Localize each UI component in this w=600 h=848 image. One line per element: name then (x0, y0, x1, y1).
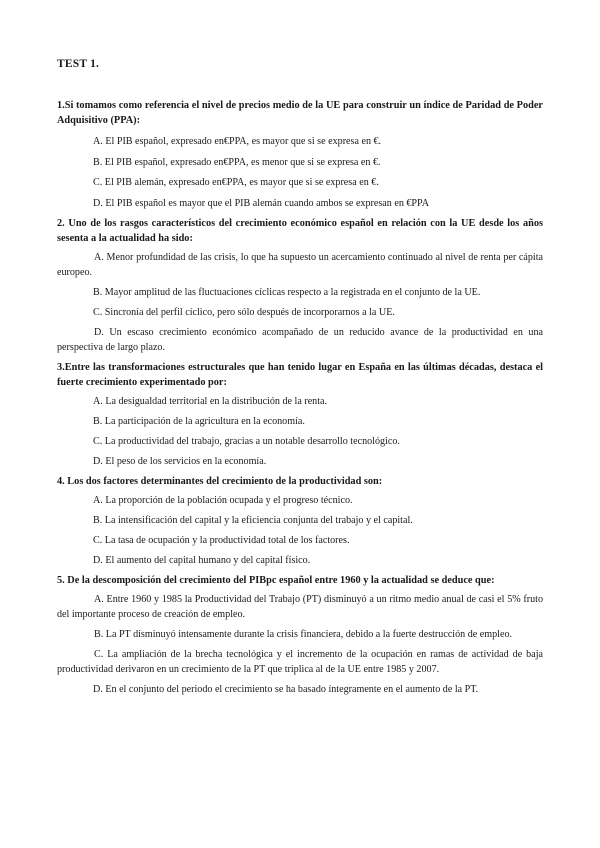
option-d: D. El peso de los servicios en la economía. (93, 456, 267, 467)
question-text: 3.Entre las transformaciones estructurales que han tenido lugar en España en las últimas décadas, destaca el fuerte crecimiento experimentado por: (57, 362, 543, 388)
option-c: C. Sincronía del perfil cíclico, pero sólo después de incorporarnos a la UE. (93, 307, 395, 318)
test-title: TEST 1. (57, 58, 100, 70)
option-b: B. Mayor amplitud de las fluctuaciones cíclicas respecto a la registrada en el conjunto de la UE. (93, 287, 481, 298)
option-c: C. El PIB alemán, expresado en€PPA, es mayor que si se expresa en €. (93, 177, 379, 188)
question-text: 1.Si tomamos como referencia el nivel de precios medio de la UE para construir un índice de Paridad de Poder Adquisitivo (PPA): (57, 100, 543, 126)
question-2 (57, 216, 543, 355)
question-3 (57, 360, 543, 469)
option-d: D. El PIB español es mayor que el PIB alemán cuando ambos se expresan en €PPA (93, 197, 430, 209)
option-d: D. En el conjunto del periodo el crecimiento se ha basado íntegramente en el aumento de la PT. (93, 684, 479, 695)
question-text: 4. Los dos factores determinantes del crecimiento de la productividad son: (57, 476, 383, 487)
option-b: B. El PIB español, expresado en€PPA, es menor que si se expresa en €. (93, 156, 381, 168)
options-list (57, 250, 543, 355)
option-d: D. El aumento del capital humano y del capital físico. (93, 555, 311, 566)
question-4 (57, 474, 543, 568)
option-b: B. La participación de la agricultura en la economía. (93, 416, 305, 427)
options-list (57, 493, 543, 568)
question-text: 2. Uno de los rasgos característicos del crecimiento económico español en relación con la UE desde los años sesenta a la actualidad ha sido: (57, 218, 543, 244)
option-a: A. Entre 1960 y 1985 la Productividad del Trabajo (PT) disminuyó a un ritmo medio anual de casi el 5% fruto del importante proceso de creación de empleo. (57, 594, 543, 620)
options-list (57, 592, 543, 697)
question-1 (57, 98, 543, 211)
option-b: B. La intensificación del capital y la eficiencia conjunta del trabajo y el capital. (93, 515, 413, 526)
option-c: C. La tasa de ocupación y la productividad total de los factores. (93, 535, 350, 546)
option-a: A. Menor profundidad de las crisis, lo que ha supuesto un acercamiento continuado al nivel de renta per cápita europeo. (57, 252, 543, 278)
option-a: A. El PIB español, expresado en€PPA, es mayor que si se expresa en €. (93, 136, 382, 147)
option-a: A. La desigualdad territorial en la distribución de la renta. (93, 396, 328, 407)
options-list (57, 394, 543, 469)
option-b: B. La PT disminuyó intensamente durante la crisis financiera, debido a la fuerte destrucción de empleo. (94, 629, 513, 640)
option-c: C. La productividad del trabajo, gracias a un notable desarrollo tecnológico. (93, 436, 400, 447)
test-document (57, 58, 543, 702)
question-5 (57, 573, 543, 697)
question-text: 5. De la descomposición del crecimiento del PIBpc español entre 1960 y la actualidad se deduce que: (57, 575, 495, 586)
options-list (57, 134, 543, 211)
option-c: C. La ampliación de la brecha tecnológica y el incremento de la ocupación en ramas de actividad de baja productividad derivaron en un crecimiento de la PT que triplica al de la UE entre 1985 y 2007. (57, 649, 543, 675)
option-a: A. La proporción de la población ocupada y el progreso técnico. (93, 495, 353, 506)
option-d: D. Un escaso crecimiento económico acompañado de un reducido avance de la productividad en una perspectiva de largo plazo. (57, 327, 543, 353)
